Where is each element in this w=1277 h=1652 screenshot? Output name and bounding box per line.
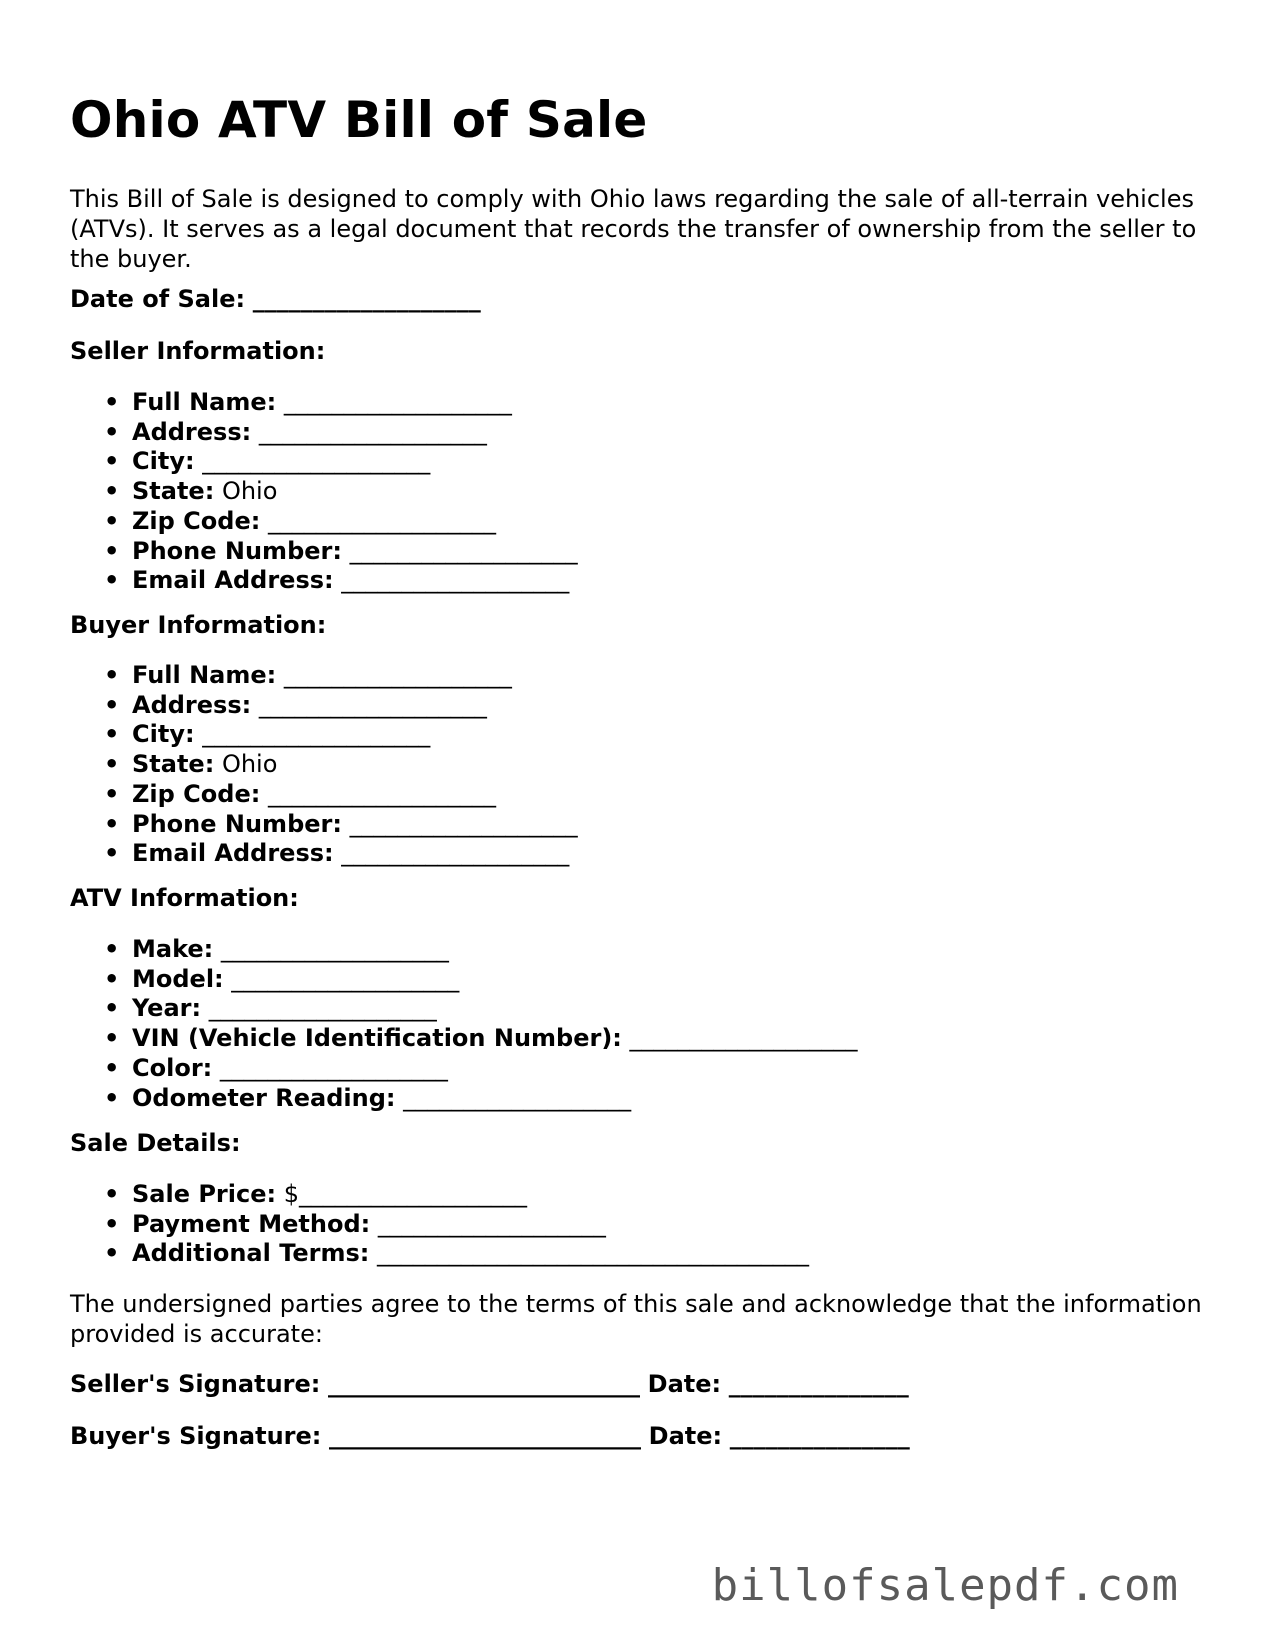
atv-year-field[interactable]: ___________________ [208,994,437,1023]
atv-odometer-label: Odometer Reading: [132,1083,396,1112]
list-item [70,447,578,477]
seller-state-value: Ohio [221,477,278,506]
buyer-phone-field[interactable]: ___________________ [349,809,578,838]
buyer-email-field[interactable]: ___________________ [341,839,570,868]
atv-vin-label: VIN (Vehicle Identification Number): [132,1024,622,1053]
seller-zip-field[interactable]: ___________________ [267,506,496,535]
seller-signature-label: Seller's Signature: [70,1370,321,1398]
list-item [70,691,578,721]
seller-full-name-label: Full Name: [132,388,277,416]
list-item [70,1210,809,1240]
seller-phone-field[interactable]: ___________________ [349,536,578,565]
buyer-signature-row [70,1421,910,1451]
seller-zip-label: Zip Code: [132,506,261,535]
atv-model-label: Model: [132,964,224,993]
additional-terms-label: Additional Terms: [132,1239,370,1268]
atv-year-label: Year: [132,994,202,1023]
seller-address-field[interactable]: ___________________ [258,417,487,446]
date-of-sale-field[interactable]: ___________________ [252,285,481,313]
seller-date-label: Date: [647,1370,722,1398]
buyer-field-list [70,661,578,869]
buyer-zip-field[interactable]: ___________________ [267,779,496,808]
list-item [70,750,578,780]
buyer-state-value: Ohio [221,750,278,779]
buyer-phone-label: Phone Number: [132,809,342,838]
seller-city-field[interactable]: ___________________ [202,447,431,476]
list-item [70,994,858,1024]
atv-color-field[interactable]: ___________________ [219,1053,448,1082]
sale-field-list [70,1180,809,1269]
buyer-date-field[interactable]: _______________ [729,1422,910,1450]
buyer-full-name-label: Full Name: [132,661,277,689]
list-item [70,1054,858,1084]
seller-heading: Seller Information: [70,337,326,365]
watermark-text: billofsalepdf.com [711,1560,1179,1611]
buyer-city-label: City: [132,720,195,749]
list-item [70,1239,809,1269]
seller-date-field[interactable]: _______________ [728,1370,909,1398]
seller-phone-label: Phone Number: [132,536,342,565]
list-item [70,1180,809,1210]
list-item [70,507,578,537]
atv-vin-field[interactable]: ___________________ [629,1024,858,1053]
buyer-heading: Buyer Information: [70,611,327,639]
seller-signature-field[interactable]: __________________________ [328,1370,640,1398]
list-item [70,720,578,750]
atv-heading: ATV Information: [70,884,299,912]
list-item [70,418,578,448]
list-item [70,1084,858,1114]
atv-make-label: Make: [132,935,214,963]
seller-address-label: Address: [132,417,252,446]
buyer-signature-label: Buyer's Signature: [70,1422,322,1450]
atv-make-field[interactable]: ___________________ [220,935,449,963]
list-item [70,1024,858,1054]
seller-city-label: City: [132,447,195,476]
list-item [70,661,578,691]
seller-field-list [70,388,578,596]
list-item [70,839,578,869]
additional-terms-field[interactable]: ____________________________________ [377,1239,810,1268]
list-item [70,566,578,596]
atv-field-list [70,935,858,1113]
buyer-email-label: Email Address: [132,839,334,868]
atv-odometer-field[interactable]: ___________________ [403,1083,632,1112]
date-of-sale-label: Date of Sale: [70,285,246,313]
sale-price-label: Sale Price: [132,1180,277,1208]
list-item [70,935,858,965]
list-item [70,780,578,810]
list-item [70,810,578,840]
seller-state-label: State: [132,477,215,506]
seller-full-name-field[interactable]: ___________________ [283,388,512,416]
seller-email-label: Email Address: [132,566,334,595]
list-item [70,477,578,507]
seller-email-field[interactable]: ___________________ [341,566,570,595]
buyer-address-label: Address: [132,690,252,719]
atv-model-field[interactable]: ___________________ [231,964,460,993]
atv-color-label: Color: [132,1053,213,1082]
agreement-paragraph: The undersigned parties agree to the terms of this sale and acknowledge that the information provided is accurate: [70,1290,1202,1348]
buyer-city-field[interactable]: ___________________ [202,720,431,749]
seller-signature-row [70,1369,909,1399]
buyer-date-label: Date: [648,1422,723,1450]
buyer-state-label: State: [132,750,215,779]
sale-price-field[interactable]: $___________________ [283,1180,528,1208]
buyer-signature-field[interactable]: __________________________ [329,1422,642,1450]
buyer-address-field[interactable]: ___________________ [258,690,487,719]
page-title: Ohio ATV Bill of Sale [70,91,648,149]
sale-details-heading: Sale Details: [70,1129,241,1157]
payment-method-field[interactable]: ___________________ [377,1209,606,1238]
list-item [70,537,578,567]
list-item [70,965,858,995]
list-item [70,388,578,418]
date-of-sale-row [70,284,481,314]
intro-paragraph: This Bill of Sale is designed to comply with Ohio laws regarding the sale of all-terrain vehicles (ATVs). It serves as a legal document that records the transfer of ownership from the seller to the buyer. [70,185,1197,273]
buyer-full-name-field[interactable]: ___________________ [283,661,512,689]
buyer-zip-label: Zip Code: [132,779,261,808]
payment-method-label: Payment Method: [132,1209,371,1238]
